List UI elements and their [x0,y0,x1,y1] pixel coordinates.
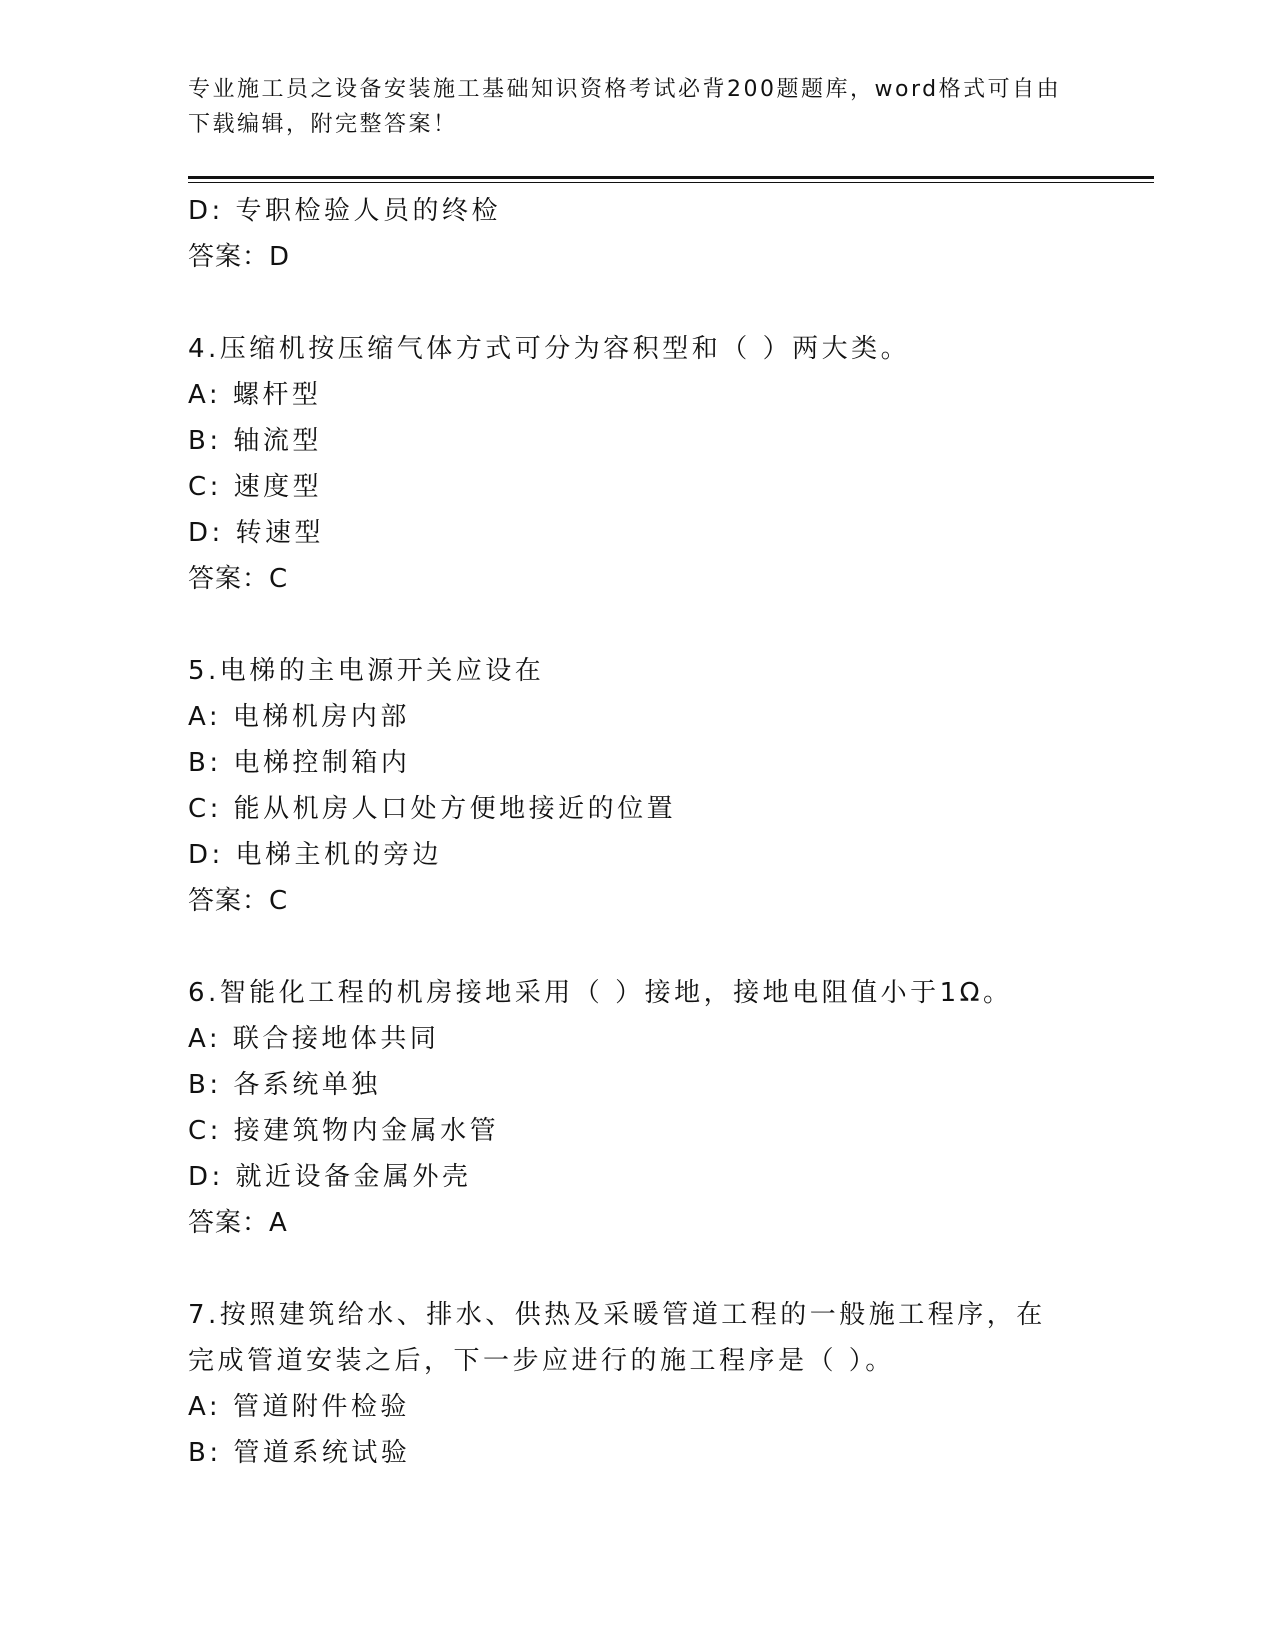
question-6-stem: 6.智能化工程的机房接地采用（ ）接地，接地电阻值小于1Ω。 [188,978,1013,1008]
document-body [188,188,1088,1476]
question-7-option-a: A: 管道附件检验 [188,1392,410,1422]
question-4-answer: 答案：C [188,564,289,594]
question-5-stem: 5.电梯的主电源开关应设在 [188,656,545,686]
question-7-option-b: B: 管道系统试验 [188,1438,411,1468]
header-divider-thin [188,182,1154,183]
question-6-option-a: A: 联合接地体共同 [188,1024,440,1054]
question-6-option-b: B: 各系统单独 [188,1070,381,1100]
question-4 [188,326,1088,602]
question-5 [188,648,1088,924]
question-4-option-b: B: 轴流型 [188,426,322,456]
question-4-option-d: D: 转速型 [188,518,325,548]
question-6 [188,970,1088,1246]
question-5-option-c: C: 能从机房人口处方便地接近的位置 [188,794,677,824]
question-6-option-c: C: 接建筑物内金属水管 [188,1116,500,1146]
question-4-stem: 4.压缩机按压缩气体方式可分为容积型和（ ）两大类。 [188,334,911,364]
question-4-option-c: C: 速度型 [188,472,323,502]
question-6-answer: 答案：A [188,1208,288,1238]
question-5-option-a: A: 电梯机房内部 [188,702,410,732]
q3-option-d: D: 专职检验人员的终检 [188,196,502,226]
document-header-title: 专业施工员之设备安装施工基础知识资格考试必背200题题库，word格式可自由下载编辑，附完整答案！ [188,77,1062,137]
question-7 [188,1292,1088,1476]
question-6-option-d: D: 就近设备金属外壳 [188,1162,472,1192]
question-5-option-b: B: 电梯控制箱内 [188,748,411,778]
question-5-option-d: D: 电梯主机的旁边 [188,840,443,870]
question-7-stem: 7.按照建筑给水、排水、供热及采暖管道工程的一般施工程序，在完成管道安装之后，下一步应进行的施工程序是（ ）。 [188,1300,1046,1376]
header-divider-thick [188,176,1154,179]
question-4-option-a: A: 螺杆型 [188,380,322,410]
question-5-answer: 答案：C [188,886,289,916]
q3-answer: 答案：D [188,242,291,272]
